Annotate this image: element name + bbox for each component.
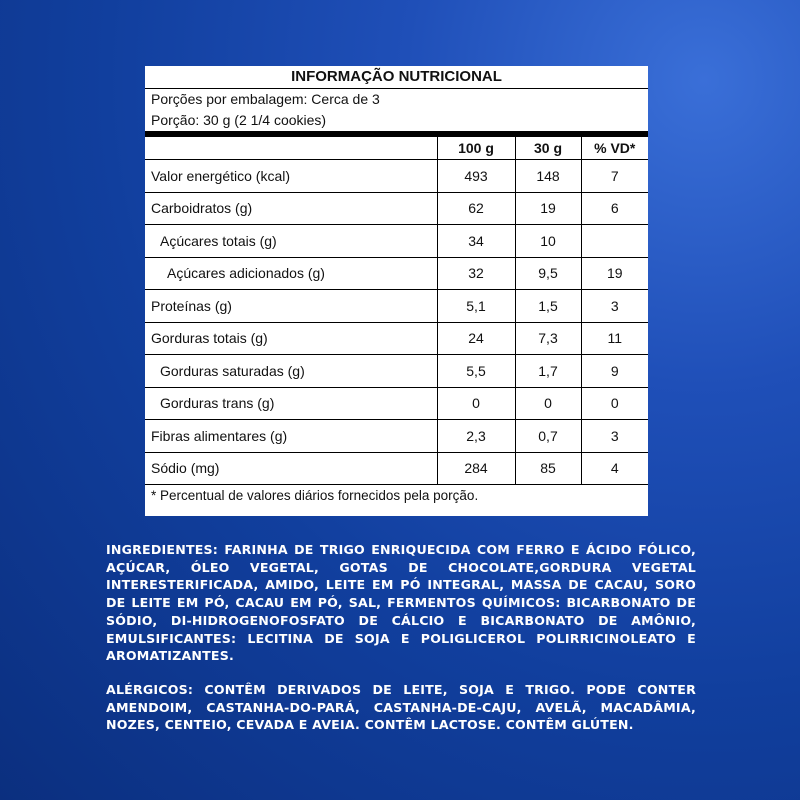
table-header-row <box>145 137 648 160</box>
nutrient-name: Proteínas (g) <box>145 290 437 323</box>
table-row <box>145 192 648 225</box>
value-30g: 1,7 <box>515 355 581 388</box>
value-100g: 24 <box>437 322 515 355</box>
table-row <box>145 322 648 355</box>
column-header-nutrient <box>145 137 437 160</box>
value-vd: 0 <box>581 387 648 420</box>
value-vd: 4 <box>581 452 648 485</box>
column-header-100g: 100 g <box>437 137 515 160</box>
value-100g: 2,3 <box>437 420 515 453</box>
footnote: * Percentual de valores diários fornecidos pela porção. <box>151 488 479 503</box>
table-row <box>145 355 648 388</box>
nutrient-name: Sódio (mg) <box>145 452 437 485</box>
servings-per-package: Porções por embalagem: Cerca de 3 <box>151 91 380 107</box>
value-vd: 3 <box>581 290 648 323</box>
value-vd: 3 <box>581 420 648 453</box>
table-row <box>145 387 648 420</box>
value-100g: 32 <box>437 257 515 290</box>
value-vd: 11 <box>581 322 648 355</box>
nutrition-title: INFORMAÇÃO NUTRICIONAL <box>145 66 648 89</box>
value-100g: 493 <box>437 160 515 193</box>
nutrient-name: Açúcares adicionados (g) <box>145 257 437 290</box>
value-100g: 0 <box>437 387 515 420</box>
nutrient-name: Açúcares totais (g) <box>145 225 437 258</box>
nutrient-name: Gorduras totais (g) <box>145 322 437 355</box>
allergens-text: ALÉRGICOS: CONTÊM DERIVADOS DE LEITE, SOJA E TRIGO. PODE CONTER AMENDOIM, CASTANHA-DO-PARÁ, CASTANHA-DE-CAJU, AVELÃ, MACADÂMIA, NOZES, CENTEIO, CEVADA E AVEIA. CONTÊM LACTOSE. CONTÊM GLÚTEN. <box>106 682 696 733</box>
value-vd: 9 <box>581 355 648 388</box>
ingredients-text: INGREDIENTES: FARINHA DE TRIGO ENRIQUECIDA COM FERRO E ÁCIDO FÓLICO, AÇÚCAR, ÓLEO VEGETAL, GOTAS DE CHOCOLATE,GORDURA VEGETAL INTERESTERIFICADA, AMIDO, LEITE EM PÓ INTEGRAL, MASSA DE CACAU, SORO DE LEITE EM PÓ, CACAU EM PÓ, SAL, FERMENTOS QUÍMICOS: BICARBONATO DE SÓDIO, DI-HIDROGENOFOSFATO DE CÁLCIO E BICARBONATO DE AMÔNIO, EMULSIFICANTES: LECITINA DE SOJA E POLIGLICEROL POLIRRICINOLEATO E AROMATIZANTES. <box>106 542 696 664</box>
value-30g: 19 <box>515 192 581 225</box>
value-30g: 7,3 <box>515 322 581 355</box>
value-30g: 85 <box>515 452 581 485</box>
serving-size: Porção: 30 g (2 1/4 cookies) <box>151 112 327 128</box>
value-100g: 34 <box>437 225 515 258</box>
table-row <box>145 420 648 453</box>
table-row <box>145 257 648 290</box>
value-100g: 5,1 <box>437 290 515 323</box>
value-100g: 284 <box>437 452 515 485</box>
nutrition-table <box>145 137 648 485</box>
value-30g: 0 <box>515 387 581 420</box>
nutrition-facts-panel <box>145 66 648 516</box>
nutrient-name: Gorduras saturadas (g) <box>145 355 437 388</box>
table-row <box>145 290 648 323</box>
value-100g: 62 <box>437 192 515 225</box>
value-vd: 19 <box>581 257 648 290</box>
table-row <box>145 160 648 193</box>
table-row <box>145 452 648 485</box>
value-30g: 9,5 <box>515 257 581 290</box>
value-30g: 1,5 <box>515 290 581 323</box>
value-100g: 5,5 <box>437 355 515 388</box>
nutrient-name: Fibras alimentares (g) <box>145 420 437 453</box>
nutrient-name: Gorduras trans (g) <box>145 387 437 420</box>
value-30g: 148 <box>515 160 581 193</box>
value-vd: 6 <box>581 192 648 225</box>
value-vd <box>581 225 648 258</box>
column-header-vd: % VD* <box>581 137 648 160</box>
nutrient-name: Carboidratos (g) <box>145 192 437 225</box>
value-30g: 0,7 <box>515 420 581 453</box>
value-30g: 10 <box>515 225 581 258</box>
nutrient-name: Valor energético (kcal) <box>145 160 437 193</box>
column-header-30g: 30 g <box>515 137 581 160</box>
table-row <box>145 225 648 258</box>
value-vd: 7 <box>581 160 648 193</box>
